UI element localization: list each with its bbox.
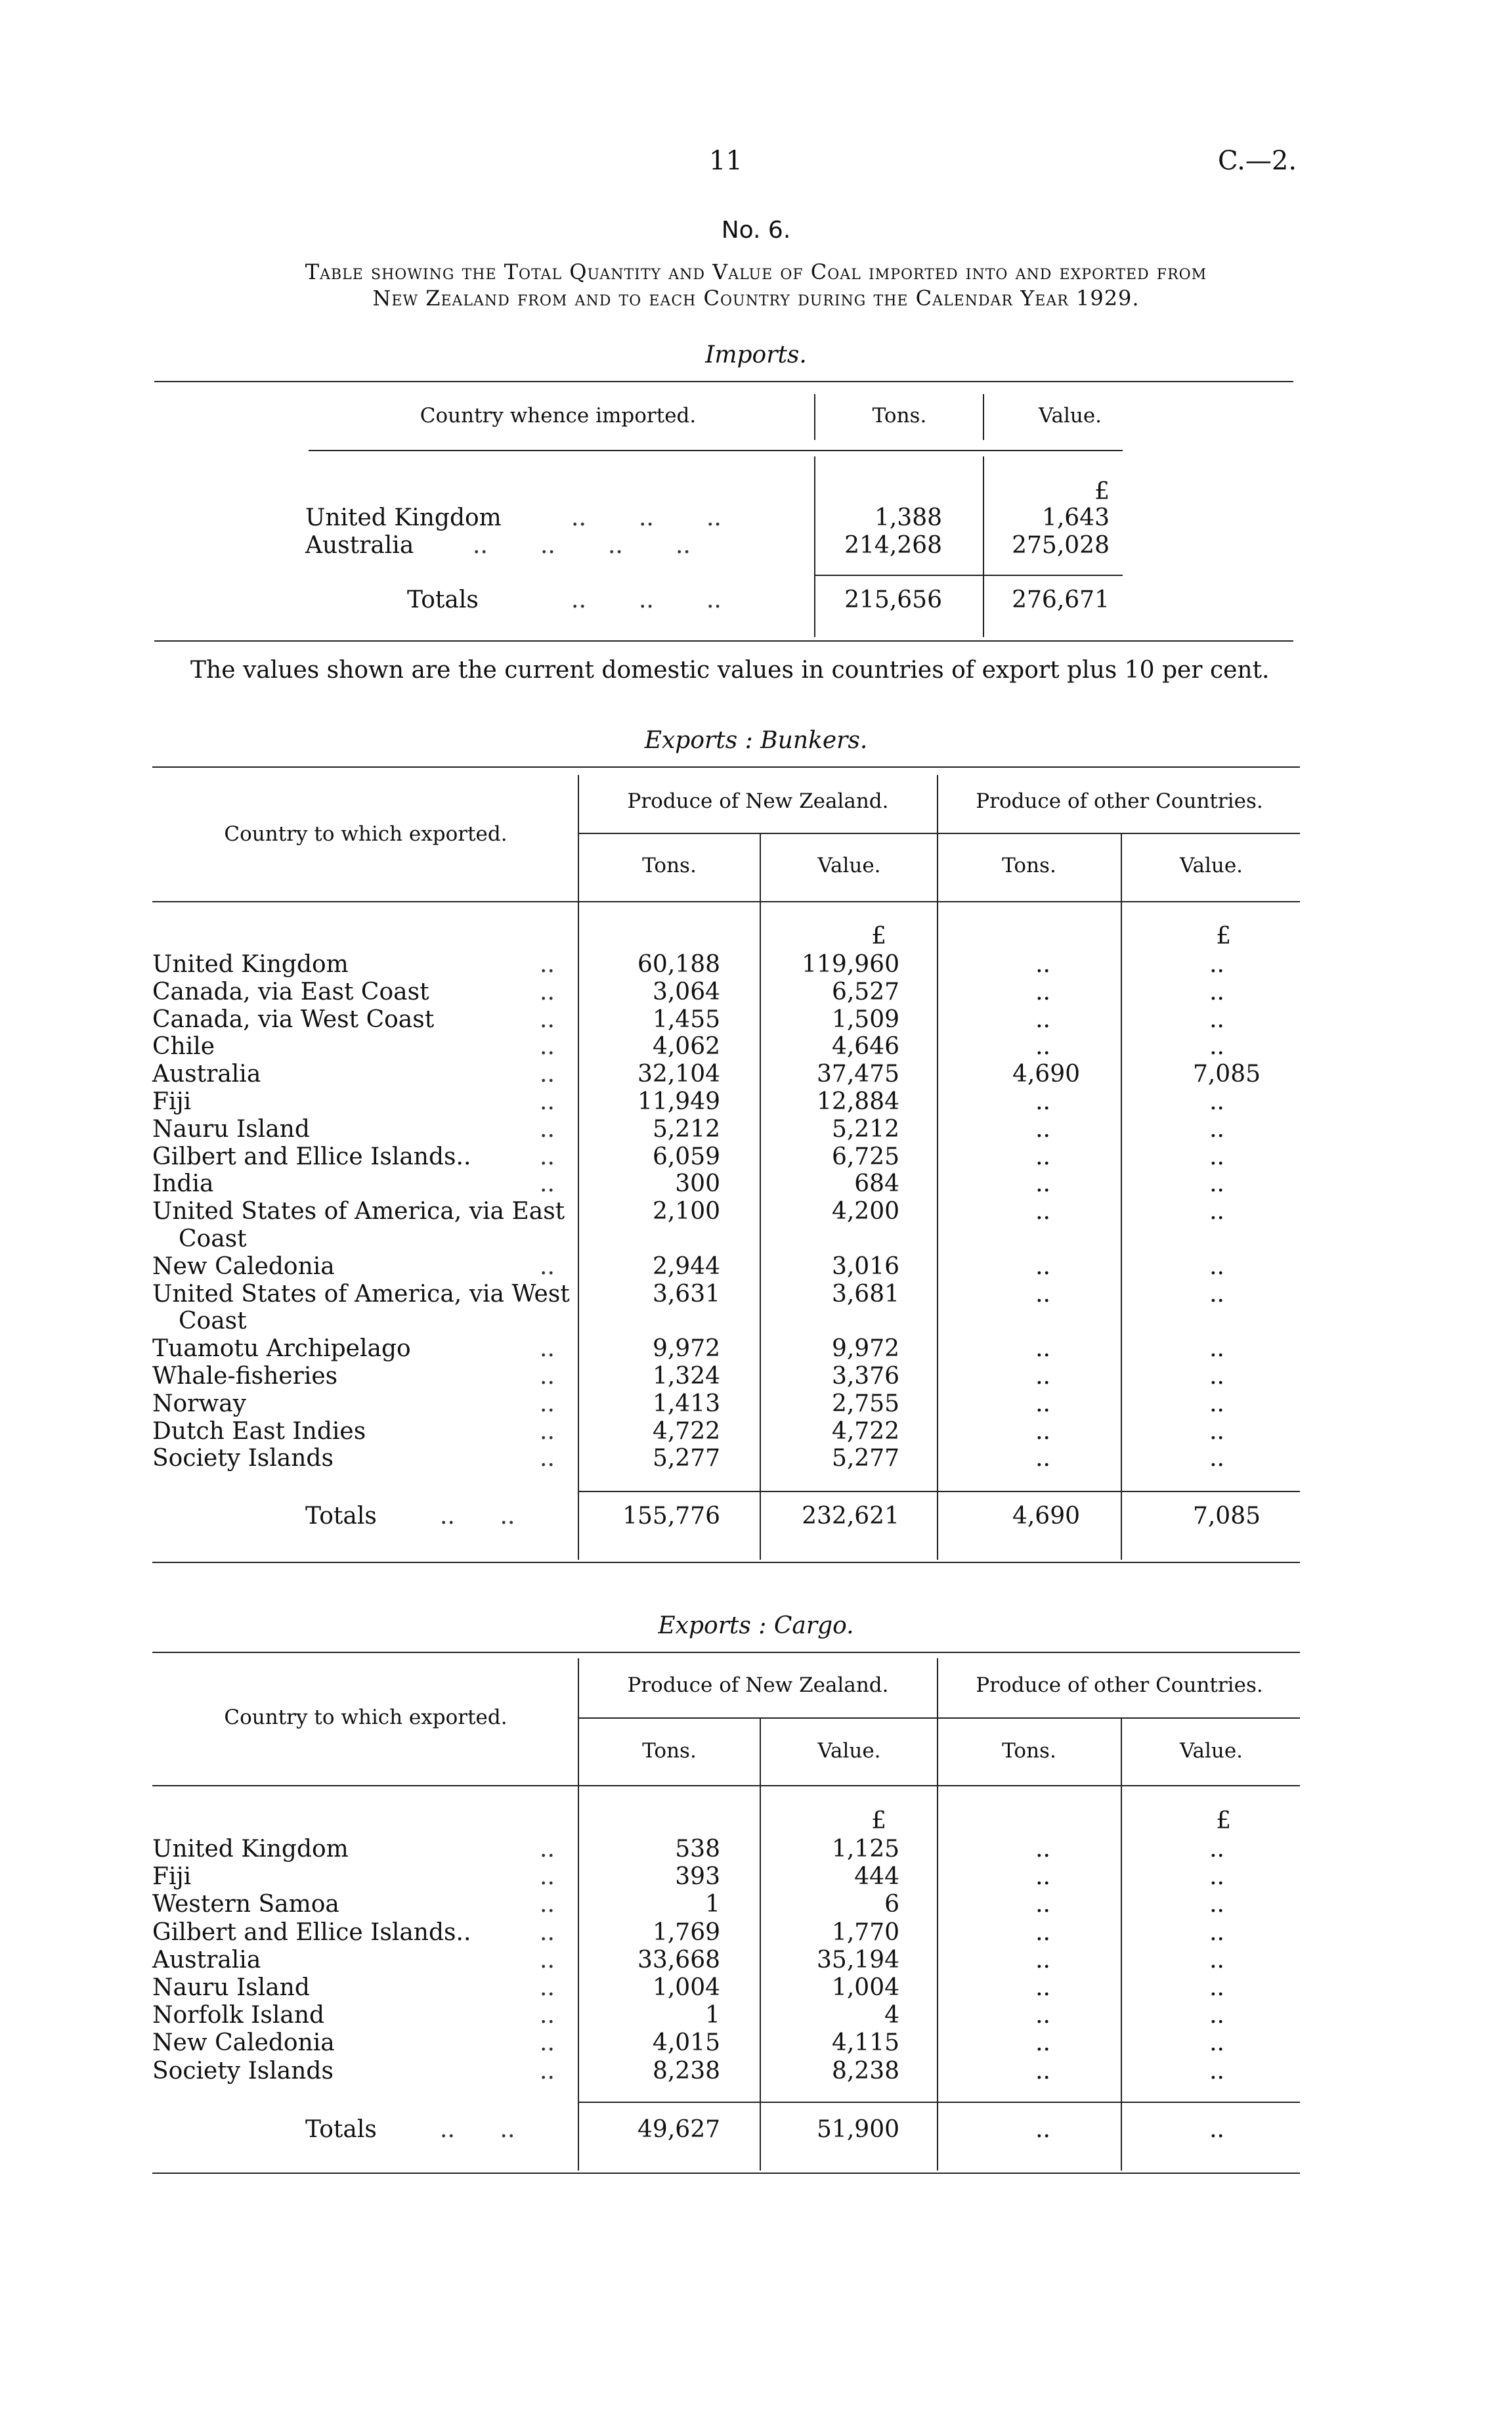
dot-leader: .. <box>540 1006 555 1033</box>
country-name: Society Islands <box>152 1445 334 1472</box>
other-value: .. <box>1209 2029 1224 2056</box>
imports-bottom-rule <box>154 640 1293 642</box>
cargo-col-nz-value: Value. <box>817 1739 881 1763</box>
country-name-cont: Coast <box>179 1225 247 1252</box>
other-tons: .. <box>1035 1281 1050 1308</box>
bunkers-total-nz-tons: 155,776 <box>622 1503 720 1530</box>
imports-total-value: 276,671 <box>1012 586 1110 613</box>
nz-value: 4,722 <box>831 1418 899 1445</box>
dot-leader: .. <box>540 1947 555 1974</box>
cargo-col-nz-tons: Tons. <box>642 1739 697 1763</box>
country-name: Gilbert and Ellice Islands.. <box>152 1919 471 1946</box>
other-value: .. <box>1209 1863 1224 1890</box>
other-value: .. <box>1209 1445 1224 1472</box>
dot-leader: .. <box>540 1116 555 1143</box>
nz-value: 3,681 <box>831 1281 899 1308</box>
dot-leader: .. <box>540 1891 555 1918</box>
bunkers-col-o-tons: Tons. <box>1002 854 1056 877</box>
bunkers-top-rule <box>152 766 1300 768</box>
other-value: .. <box>1209 951 1224 978</box>
imports-col-value: Value. <box>1038 404 1102 428</box>
imports-col-tons: Tons. <box>872 404 927 428</box>
imports-totals-label: Totals <box>407 586 479 613</box>
dot-leader: .. <box>540 1974 555 2001</box>
imports-tons: 1,388 <box>874 504 942 531</box>
nz-tons: 2,944 <box>652 1253 720 1280</box>
imports-vrule-3 <box>814 456 815 637</box>
other-value: .. <box>1209 1088 1224 1115</box>
imports-leader: .. .. .. <box>571 586 722 613</box>
nz-value: 9,972 <box>831 1335 899 1362</box>
nz-value: 119,960 <box>802 951 899 978</box>
country-name: Fiji <box>152 1088 192 1115</box>
other-tons: .. <box>1035 951 1050 978</box>
nz-value: 4,115 <box>831 2029 899 2056</box>
country-name: Whale-fisheries <box>152 1363 338 1390</box>
imports-value: 275,028 <box>1012 532 1110 559</box>
other-value: .. <box>1209 1891 1224 1918</box>
nz-value: 3,376 <box>831 1363 899 1390</box>
bunkers-group-rule <box>579 833 1300 834</box>
nz-value: 4 <box>884 2002 899 2029</box>
cargo-group-other: Produce of other Countries. <box>976 1673 1263 1697</box>
bunkers-group-nz: Produce of New Zealand. <box>627 789 889 813</box>
other-tons: 4,690 <box>1012 1061 1080 1088</box>
other-value: .. <box>1209 1253 1224 1280</box>
cargo-totals-rule <box>578 2102 1300 2103</box>
nz-tons: 4,062 <box>652 1033 720 1060</box>
nz-value: 5,277 <box>831 1445 899 1472</box>
document-code: C.—2. <box>1218 146 1297 176</box>
other-value: .. <box>1209 1006 1224 1033</box>
other-value: .. <box>1209 1363 1224 1390</box>
imports-col-country: Country whence imported. <box>420 404 697 428</box>
dot-leader: .. <box>540 1088 555 1115</box>
nz-value: 4,646 <box>831 1033 899 1060</box>
other-tons: .. <box>1035 2029 1050 2056</box>
bunkers-currency-nz: £ <box>871 923 886 950</box>
other-value: .. <box>1209 1143 1224 1170</box>
nz-value: 1,004 <box>831 1974 899 2001</box>
bunkers-heading: Exports : Bunkers. <box>644 727 868 754</box>
country-name: Society Islands <box>152 2058 334 2085</box>
country-name: Canada, via West Coast <box>152 1006 435 1033</box>
other-tons: .. <box>1035 1836 1050 1863</box>
other-tons: .. <box>1035 1919 1050 1946</box>
other-value: .. <box>1209 1335 1224 1362</box>
country-name: United States of America, via East <box>152 1198 565 1225</box>
country-name: United Kingdom <box>152 951 349 978</box>
country-name: Western Samoa <box>152 1891 339 1918</box>
cargo-group-nz: Produce of New Zealand. <box>627 1673 889 1697</box>
cargo-total-o-value: .. <box>1209 2116 1224 2143</box>
dot-leader: .. <box>540 1335 555 1362</box>
other-tons: .. <box>1035 1390 1050 1417</box>
nz-tons: 1,324 <box>652 1363 720 1390</box>
other-value: .. <box>1209 1974 1224 2001</box>
other-tons: .. <box>1035 1088 1050 1115</box>
nz-value: 684 <box>854 1170 899 1197</box>
nz-tons: 4,722 <box>652 1418 720 1445</box>
nz-value: 35,194 <box>817 1947 899 1974</box>
country-name: India <box>152 1170 214 1197</box>
country-name: United Kingdom <box>152 1836 349 1863</box>
country-name: Tuamotu Archipelago <box>152 1335 411 1362</box>
dot-leader: .. <box>540 1170 555 1197</box>
other-value: .. <box>1209 1116 1224 1143</box>
dot-leader: .. <box>540 1253 555 1280</box>
other-tons: .. <box>1035 1891 1050 1918</box>
imports-total-tons: 215,656 <box>844 586 942 613</box>
country-name-cont: Coast <box>179 1308 247 1335</box>
nz-tons: 1 <box>705 1891 720 1918</box>
table-title-line1: Table showing the Total Quantity and Value of Coal imported into and exported from <box>305 259 1207 284</box>
dot-leader: .. <box>540 979 555 1005</box>
country-name: Chile <box>152 1033 215 1060</box>
nz-value: 4,200 <box>831 1198 899 1225</box>
nz-tons: 1,004 <box>652 1974 720 2001</box>
cargo-top-rule <box>152 1652 1300 1653</box>
nz-tons: 33,668 <box>637 1947 720 1974</box>
nz-tons: 9,972 <box>652 1335 720 1362</box>
bunkers-currency-other: £ <box>1216 923 1231 950</box>
imports-vrule-1 <box>814 394 815 440</box>
dot-leader: .. <box>540 1445 555 1472</box>
cargo-bottom-rule <box>152 2173 1300 2174</box>
country-name: Dutch East Indies <box>152 1418 366 1445</box>
other-value: .. <box>1209 1418 1224 1445</box>
dot-leader: .. <box>540 1863 555 1890</box>
imports-totals-rule <box>814 575 1123 576</box>
nz-tons: 60,188 <box>637 951 720 978</box>
nz-tons: 8,238 <box>652 2058 720 2085</box>
bunkers-group-other: Produce of other Countries. <box>976 789 1263 813</box>
page-number: 11 <box>709 146 743 176</box>
other-value: .. <box>1209 2058 1224 2085</box>
nz-value: 6,725 <box>831 1143 899 1170</box>
bunkers-totals-rule <box>578 1491 1300 1492</box>
country-name: New Caledonia <box>152 2029 335 2056</box>
bunkers-col-nz-value: Value. <box>817 854 881 877</box>
cargo-col-country: Country to which exported. <box>224 1706 508 1729</box>
dot-leader: .. <box>540 1363 555 1390</box>
other-value: .. <box>1209 1947 1224 1974</box>
other-value: .. <box>1209 1836 1224 1863</box>
other-value: .. <box>1209 1919 1224 1946</box>
other-value: .. <box>1209 1198 1224 1225</box>
cargo-vrule-3 <box>937 1658 938 2171</box>
cargo-col-o-tons: Tons. <box>1002 1739 1056 1763</box>
nz-tons: 5,212 <box>652 1116 720 1143</box>
nz-tons: 32,104 <box>637 1061 720 1088</box>
cargo-leader: .. .. <box>440 2116 515 2143</box>
imports-top-rule <box>154 381 1293 382</box>
nz-tons: 1 <box>705 2002 720 2029</box>
imports-vrule-4 <box>983 456 984 637</box>
other-tons: .. <box>1035 1143 1050 1170</box>
other-value: .. <box>1209 1281 1224 1308</box>
bunkers-total-o-tons: 4,690 <box>1012 1503 1080 1530</box>
nz-tons: 1,413 <box>652 1390 720 1417</box>
cargo-totals-label: Totals <box>305 2116 377 2143</box>
bunkers-total-o-value: 7,085 <box>1192 1503 1261 1530</box>
nz-value: 3,016 <box>831 1253 899 1280</box>
other-tons: .. <box>1035 1947 1050 1974</box>
other-tons: .. <box>1035 1335 1050 1362</box>
nz-value: 1,125 <box>831 1836 899 1863</box>
other-value: .. <box>1209 1170 1224 1197</box>
other-tons: .. <box>1035 1863 1050 1890</box>
bunkers-header-rule <box>152 901 1300 902</box>
nz-tons: 1,455 <box>652 1006 720 1033</box>
country-name: Australia <box>152 1947 261 1974</box>
nz-value: 8,238 <box>831 2058 899 2085</box>
dot-leader: .. <box>540 2058 555 2085</box>
cargo-currency-nz: £ <box>871 1807 886 1834</box>
imports-country: United Kingdom <box>305 504 502 531</box>
bunkers-col-nz-tons: Tons. <box>642 854 697 877</box>
cargo-total-nz-value: 51,900 <box>817 2116 899 2143</box>
nz-tons: 4,015 <box>652 2029 720 2056</box>
dot-leader: .. <box>540 1033 555 1060</box>
nz-value: 6 <box>884 1891 899 1918</box>
nz-tons: 300 <box>675 1170 720 1197</box>
country-name: Gilbert and Ellice Islands.. <box>152 1143 471 1170</box>
imports-leader: .. .. .. <box>571 504 722 531</box>
other-tons: .. <box>1035 1116 1050 1143</box>
other-tons: .. <box>1035 1418 1050 1445</box>
dot-leader: .. <box>540 1390 555 1417</box>
nz-value: 1,770 <box>831 1919 899 1946</box>
nz-tons: 2,100 <box>652 1198 720 1225</box>
other-tons: .. <box>1035 979 1050 1005</box>
bunkers-bottom-rule <box>152 1562 1300 1563</box>
other-value: .. <box>1209 1390 1224 1417</box>
nz-value: 1,509 <box>831 1006 899 1033</box>
dot-leader: .. <box>540 1919 555 1946</box>
dot-leader: .. <box>540 1061 555 1088</box>
other-tons: .. <box>1035 1170 1050 1197</box>
imports-country: Australia <box>305 532 414 559</box>
nz-value: 5,212 <box>831 1116 899 1143</box>
imports-heading: Imports. <box>705 342 807 368</box>
country-name: Norway <box>152 1390 246 1417</box>
nz-tons: 538 <box>675 1836 720 1863</box>
bunkers-total-nz-value: 232,621 <box>802 1503 899 1530</box>
cargo-total-nz-tons: 49,627 <box>637 2116 720 2143</box>
other-tons: .. <box>1035 2058 1050 2085</box>
bunkers-totals-label: Totals <box>305 1503 377 1530</box>
imports-leader: .. .. .. .. <box>473 532 691 559</box>
country-name: Canada, via East Coast <box>152 979 429 1005</box>
nz-tons: 5,277 <box>652 1445 720 1472</box>
dot-leader: .. <box>540 951 555 978</box>
imports-currency: £ <box>1094 478 1110 505</box>
imports-vrule-2 <box>983 394 984 440</box>
other-tons: .. <box>1035 1253 1050 1280</box>
country-name: New Caledonia <box>152 1253 335 1280</box>
dot-leader: .. <box>540 1418 555 1445</box>
nz-tons: 11,949 <box>637 1088 720 1115</box>
cargo-currency-other: £ <box>1216 1807 1231 1834</box>
imports-header-rule <box>309 450 1123 451</box>
other-tons: .. <box>1035 1974 1050 2001</box>
other-tons: .. <box>1035 1033 1050 1060</box>
nz-tons: 1,769 <box>652 1919 720 1946</box>
cargo-heading: Exports : Cargo. <box>658 1612 854 1639</box>
cargo-header-rule <box>152 1785 1300 1786</box>
other-value: .. <box>1209 979 1224 1005</box>
nz-value: 2,755 <box>831 1390 899 1417</box>
other-value: 7,085 <box>1192 1061 1261 1088</box>
country-name: Australia <box>152 1061 261 1088</box>
country-name: Norfolk Island <box>152 2002 325 2029</box>
other-tons: .. <box>1035 1006 1050 1033</box>
cargo-col-o-value: Value. <box>1179 1739 1243 1763</box>
bunkers-vrule-3 <box>937 775 938 1560</box>
cargo-total-o-tons: .. <box>1035 2116 1050 2143</box>
bunkers-col-o-value: Value. <box>1179 854 1243 877</box>
country-name: Nauru Island <box>152 1116 310 1143</box>
nz-value: 37,475 <box>817 1061 899 1088</box>
dot-leader: .. <box>540 1836 555 1863</box>
imports-value: 1,643 <box>1041 504 1110 531</box>
imports-note: The values shown are the current domestic values in countries of export plus 10 per cent. <box>190 657 1270 684</box>
bunkers-leader: .. .. <box>440 1503 515 1530</box>
imports-tons: 214,268 <box>844 532 942 559</box>
other-value: .. <box>1209 1033 1224 1060</box>
table-title-line2: New Zealand from and to each Country during the Calendar Year 1929. <box>372 286 1140 311</box>
dot-leader: .. <box>540 2029 555 2056</box>
country-name: Nauru Island <box>152 1974 310 2001</box>
other-tons: .. <box>1035 1198 1050 1225</box>
dot-leader: .. <box>540 1143 555 1170</box>
nz-value: 444 <box>854 1863 899 1890</box>
dot-leader: .. <box>540 2002 555 2029</box>
other-tons: .. <box>1035 1445 1050 1472</box>
nz-tons: 3,631 <box>652 1281 720 1308</box>
country-name: Fiji <box>152 1863 192 1890</box>
nz-tons: 3,064 <box>652 979 720 1005</box>
nz-value: 12,884 <box>817 1088 899 1115</box>
nz-value: 6,527 <box>831 979 899 1005</box>
country-name: United States of America, via West <box>152 1281 570 1308</box>
other-value: .. <box>1209 2002 1224 2029</box>
bunkers-vrule-4 <box>1121 834 1122 1560</box>
nz-tons: 393 <box>675 1863 720 1890</box>
bunkers-vrule-2 <box>760 834 761 1560</box>
other-tons: .. <box>1035 1363 1050 1390</box>
nz-tons: 6,059 <box>652 1143 720 1170</box>
table-number: No. 6. <box>721 217 791 244</box>
other-tons: .. <box>1035 2002 1050 2029</box>
cargo-group-rule <box>579 1717 1300 1719</box>
bunkers-col-country: Country to which exported. <box>224 822 508 846</box>
